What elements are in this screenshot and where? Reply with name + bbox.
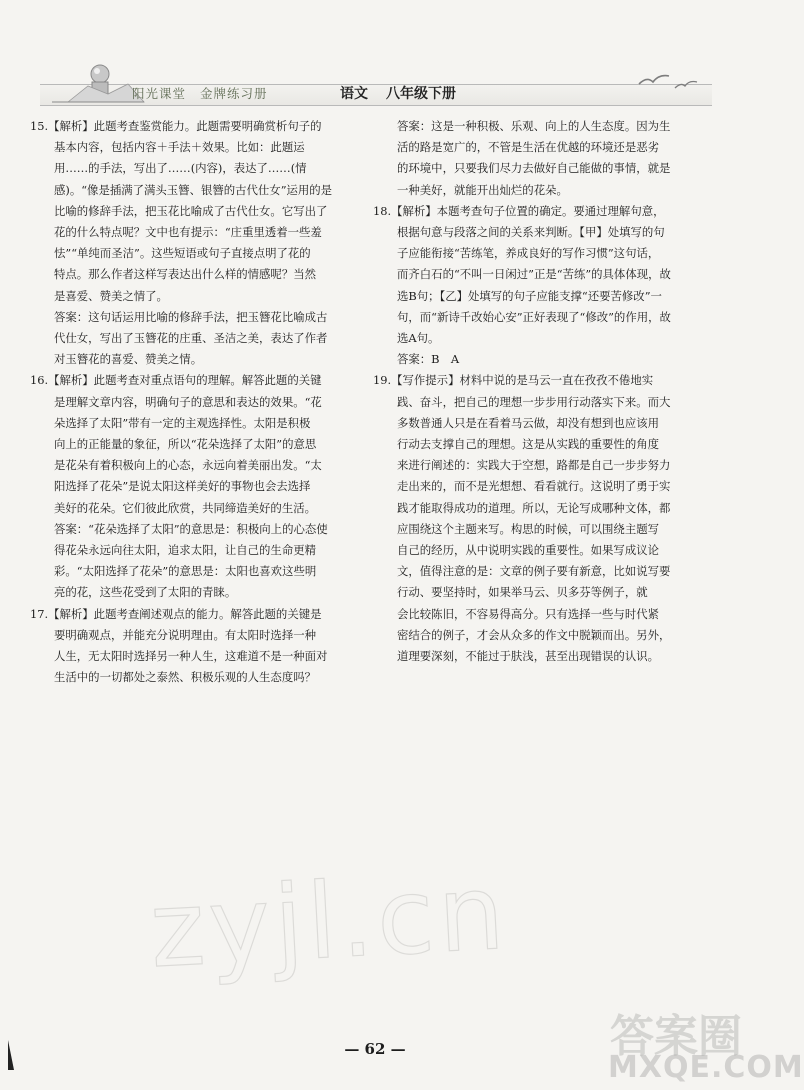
page-header: [40, 62, 712, 110]
question-17: [30, 604, 360, 689]
q18-line-5: 选B句；【乙】处填写的句子应能支撑“还要苦修改”一: [397, 288, 662, 303]
q16-answer-3: 彩。“太阳选择了花朵”的意思是：太阳也喜欢这些明: [54, 564, 317, 579]
q19-line-14: 道理要深刻，不能过于肤浅，甚至出现错误的认识。: [397, 649, 659, 664]
subject-label: 语文: [340, 86, 368, 102]
q17-answer-1: 答案：这是一种积极、乐观、向上的人生态度。因为生: [397, 119, 671, 133]
q15-answer-2: 代仕女，写出了玉簪花的庄重、圣洁之美，表达了作者: [54, 331, 328, 346]
question-15: [30, 116, 360, 370]
q15-line-5: 比喻的修辞手法，把玉花比喻成了古代仕女。它写出了: [54, 203, 328, 218]
left-column: [30, 116, 360, 688]
q15-line-3: 用……的手法，写出了……(内容)，表达了……(情: [54, 161, 307, 176]
q18-line-1: 18.【解析】本题考查句子位置的确定。要通过理解句意，: [373, 203, 665, 218]
zyjl-watermark: zyjl.cn: [147, 850, 512, 992]
q19-line-6: 走出来的，而不是光想想、看看就行。这说明了勇于实: [397, 479, 671, 494]
brand-series: 阳光课堂: [132, 86, 187, 101]
q16-answer-1: 答案：“花朵选择了太阳”的意思是：积极向上的心态使: [54, 521, 328, 536]
q16-answer-2: 得花朵永远向往太阳，追求太阳，让自己的生命更精: [54, 543, 316, 558]
q15-line-6: 花的什么特点呢？文中也有提示：“庄重里透着一些羞: [54, 225, 322, 240]
question-16: [30, 370, 360, 603]
question-18: [373, 201, 693, 371]
q19-line-3: 多数普通人只是在看着马云做，却没有想到也应该用: [397, 415, 659, 430]
q18-line-3: 子应能衔接“苦练笔，养成良好的写作习惯”这句话，: [397, 246, 660, 261]
q16-line-5: 是花朵有着积极向上的心态，永远向着美丽出发。“太: [54, 458, 322, 473]
q16-line-4: 向上的正能量的象征，所以“花朵选择了太阳”的意思: [54, 437, 317, 452]
q19-line-4: 行动去支撑自己的理想。这是从实践的重要性的角度: [397, 437, 659, 452]
q17-line-2: 要明确观点，并能充分说明理由。有太阳时选择一种: [54, 627, 316, 642]
q15-line-1: 15.【解析】此题考查鉴赏能力。此题需要明确赏析句子的: [30, 119, 322, 133]
q16-line-3: 朵选择了太阳”带有一定的主观选择性。太阳是积极: [54, 415, 311, 430]
q19-line-5: 来进行阐述的：实践大于空想，路都是自己一步步努力: [397, 458, 671, 473]
q16-line-1: 16.【解析】此题考查对重点语句的理解。解答此题的关键: [30, 373, 322, 388]
q17-answer-3: 的环境中，只要我们尽力去做好自己能做的事情，就是: [397, 161, 671, 176]
question-17-answer: [373, 116, 693, 201]
q17-line-4: 生活中的一切都处之泰然、积极乐观的人生态度吗？: [54, 670, 316, 685]
q15-line-7: 怯”“单纯而圣洁”。这些短语或句子直接点明了花的: [54, 246, 311, 261]
birds-icon: [635, 68, 705, 94]
stamp-cn-text: 答案圈: [610, 1011, 742, 1062]
q17-line-3: 人生，无太阳时选择另一种人生，这难道不是一种面对: [54, 649, 328, 664]
brand-title: 金牌练习册: [200, 86, 268, 101]
q16-line-7: 美好的花朵。它们彼此欣赏，共同缔造美好的生活。: [54, 500, 316, 515]
q15-line-9: 是喜爱、赞美之情了。: [54, 288, 168, 303]
q15-line-2: 基本内容，包括内容＋手法＋效果。比如：此题运: [54, 140, 305, 155]
header-brand: [132, 84, 282, 104]
page-number: — 62 —: [344, 1040, 406, 1058]
q16-line-6: 阳选择了花朵”是说太阳这样美好的事物也会去选择: [54, 479, 311, 494]
q17-line-1: 17.【解析】此题考查阐述观点的能力。解答此题的关键是: [30, 606, 322, 621]
q16-line-2: 是理解文章内容，明确句子的意思和表达的效果。“花: [54, 394, 322, 409]
q19-line-2: 践、奋斗，把自己的理想一步步用行动落实下来。而大: [397, 394, 671, 409]
q15-line-8: 特点。那么作者这样写表达出什么样的情感呢？当然: [54, 267, 316, 282]
q18-line-4: 而齐白石的“不叫一日闲过”正是“苦练”的具体体现，故: [397, 267, 671, 282]
q15-line-4: 感)。“像是插满了满头玉簪、银簪的古代仕女”运用的是: [54, 182, 333, 197]
q15-answer-1: 答案：这句话运用比喻的修辞手法，把玉簪花比喻成古: [54, 309, 328, 324]
q19-line-8: 应围绕这个主题来写。构思的时候，可以围绕主题写: [397, 521, 659, 536]
q18-answer: 答案：B A: [397, 352, 460, 367]
header-book-info: [340, 84, 474, 104]
q19-line-12: 会比较陈旧，不容易得高分。只有选择一些与时代紧: [397, 606, 659, 621]
q18-line-7: 选A句。: [397, 331, 440, 346]
question-19: [373, 370, 693, 667]
q19-line-7: 践才能取得成功的道理。所以，无论写成哪种文体，都: [397, 500, 671, 515]
q19-line-10: 文，值得注意的是：文章的例子要有新意，比如说写要: [397, 564, 671, 579]
q15-answer-3: 对玉簪花的喜爱、赞美之情。: [54, 352, 203, 367]
right-column: [373, 116, 693, 667]
q19-line-13: 密结合的例子，才会从众多的作文中脱颖而出。另外，: [397, 627, 671, 642]
grade-label: 八年级下册: [386, 86, 456, 102]
q19-line-9: 自己的经历，从中说明实践的重要性。如果写成议论: [397, 543, 659, 558]
q19-line-11: 行动、要坚持时，如果举马云、贝多芬等例子，就: [397, 585, 648, 600]
q18-line-6: 句，而“新诗千改始心安”正好表现了“修改”的作用，故: [397, 309, 671, 324]
q18-line-2: 根据句意与段落之间的关系来判断。【甲】处填写的句: [397, 225, 665, 240]
q16-answer-4: 亮的花，这些花受到了太阳的青睐。: [54, 585, 237, 600]
q19-line-1: 19.【写作提示】材料中说的是马云一直在孜孜不倦地实: [373, 373, 654, 388]
q17-answer-4: 一种美好，就能开出灿烂的花朵。: [397, 182, 568, 197]
stamp-en-text: MXQE.COM: [608, 1050, 804, 1085]
q17-answer-2: 活的路是宽广的，不管是生活在优越的环境还是恶劣: [397, 140, 659, 155]
